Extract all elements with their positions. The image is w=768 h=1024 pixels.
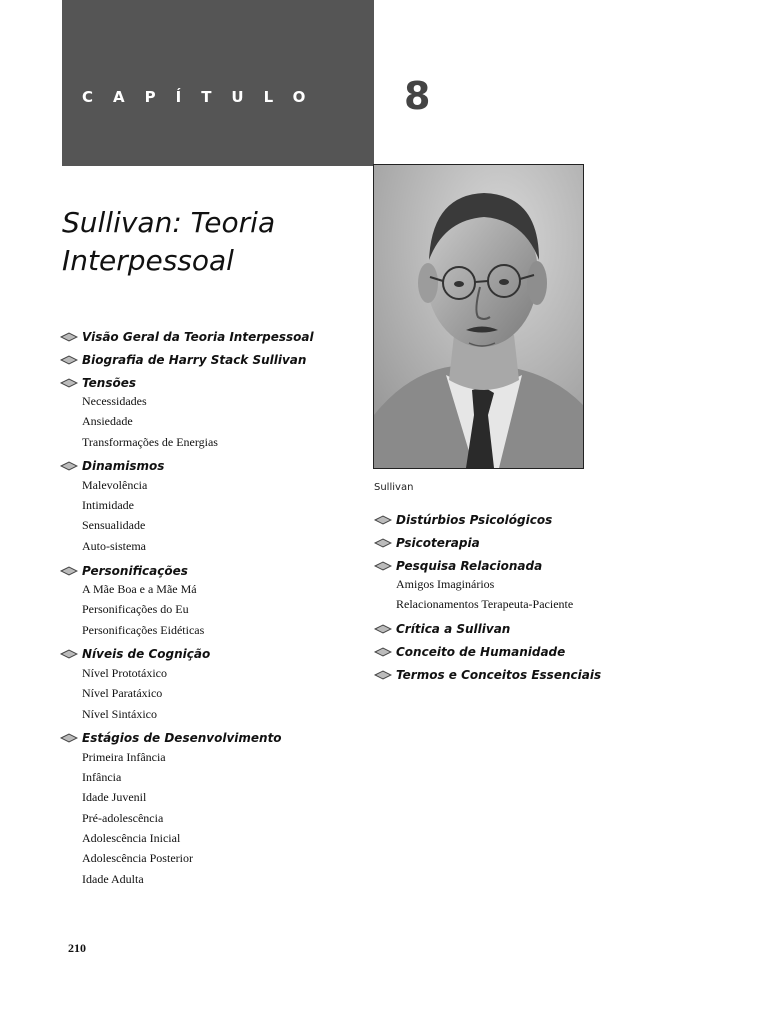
toc-subitem: Infância	[82, 770, 122, 785]
toc-subitem: Nível Sintáxico	[82, 706, 157, 721]
chapter-title-line-1: Sullivan: Teoria	[62, 206, 276, 239]
toc-heading	[374, 534, 674, 551]
toc-heading	[60, 374, 360, 391]
toc-heading	[374, 667, 674, 684]
diamond-bullet-icon	[60, 378, 78, 388]
toc-heading	[374, 557, 674, 574]
diamond-bullet-icon	[60, 733, 78, 743]
page-number: 210	[68, 941, 86, 955]
toc-heading	[60, 730, 360, 747]
toc-subitem: Necessidades	[82, 394, 147, 408]
toc-subitem: Primeira Infância	[82, 749, 166, 764]
toc-heading-text: Pesquisa Relacionada	[396, 558, 543, 573]
toc-subitem: Amigos Imaginários	[396, 577, 495, 591]
toc-subitem: Adolescência Inicial	[82, 831, 181, 846]
toc-heading	[60, 458, 360, 475]
toc-heading-text: Estágios de Desenvolvimento	[82, 731, 282, 746]
chapter-number: 8	[404, 74, 431, 118]
toc-heading-text: Dinamismos	[82, 459, 165, 474]
chapter-label: CAPÍTULO	[82, 88, 326, 106]
toc-subitems	[60, 663, 360, 724]
diamond-bullet-icon	[60, 355, 78, 365]
toc-heading	[60, 328, 360, 345]
toc-section	[374, 667, 674, 684]
toc-heading	[60, 562, 360, 579]
toc-subitems	[60, 475, 360, 556]
toc-subitem: Sensualidade	[82, 518, 146, 533]
toc-subitem: Ansiedade	[82, 414, 133, 429]
toc-section	[60, 562, 360, 640]
toc-subitem: Adolescência Posterior	[82, 851, 193, 866]
toc-heading-text: Níveis de Cognição	[82, 647, 211, 662]
toc-section	[60, 646, 360, 724]
toc-heading	[374, 511, 674, 528]
toc-subitem: Nível Paratáxico	[82, 686, 163, 701]
diamond-bullet-icon	[60, 566, 78, 576]
diamond-bullet-icon	[374, 561, 392, 571]
toc-section	[60, 351, 360, 368]
toc-subitems	[60, 391, 360, 452]
table-of-contents-right	[374, 511, 674, 690]
diamond-bullet-icon	[374, 624, 392, 634]
portrait-photo	[373, 164, 584, 469]
toc-subitem: Transformações de Energias	[82, 434, 218, 449]
diamond-bullet-icon	[374, 647, 392, 657]
photo-caption: Sullivan	[374, 482, 414, 493]
chapter-title-line-2: Interpessoal	[62, 244, 234, 277]
toc-subitem: Personificações Eidéticas	[82, 622, 205, 637]
toc-subitem: Malevolência	[82, 477, 148, 492]
diamond-bullet-icon	[60, 461, 78, 471]
toc-subitems	[60, 579, 360, 640]
toc-heading	[374, 621, 674, 638]
portrait-illustration	[374, 165, 583, 468]
diamond-bullet-icon	[374, 670, 392, 680]
toc-section	[374, 557, 674, 615]
toc-section	[60, 458, 360, 556]
toc-heading-text: Crítica a Sullivan	[396, 622, 511, 637]
toc-section	[60, 328, 360, 345]
toc-heading	[60, 646, 360, 663]
toc-heading-text: Termos e Conceitos Essenciais	[396, 668, 602, 683]
toc-section	[374, 534, 674, 551]
toc-section	[60, 730, 360, 889]
toc-heading-text: Biografia de Harry Stack Sullivan	[82, 352, 307, 367]
toc-section	[374, 621, 674, 638]
toc-section	[60, 374, 360, 452]
toc-subitems	[374, 574, 674, 615]
diamond-bullet-icon	[374, 538, 392, 548]
toc-subitem: Idade Juvenil	[82, 790, 147, 805]
toc-heading-text: Distúrbios Psicológicos	[396, 512, 553, 527]
diamond-bullet-icon	[60, 332, 78, 342]
toc-subitem: A Mãe Boa e a Mãe Má	[82, 582, 197, 597]
toc-subitem: Personificações do Eu	[82, 602, 189, 617]
toc-subitem: Pré-adolescência	[82, 810, 164, 825]
toc-section	[374, 511, 674, 528]
diamond-bullet-icon	[60, 649, 78, 659]
toc-heading-text: Tensões	[82, 375, 136, 390]
table-of-contents-left	[60, 328, 360, 895]
toc-subitem: Relacionamentos Terapeuta-Paciente	[396, 597, 574, 612]
toc-subitem: Intimidade	[82, 498, 134, 513]
chapter-title	[62, 204, 275, 280]
diamond-bullet-icon	[374, 515, 392, 525]
toc-heading-text: Personificações	[82, 563, 188, 578]
toc-heading	[374, 644, 674, 661]
toc-subitem: Auto-sistema	[82, 538, 146, 553]
toc-heading-text: Visão Geral da Teoria Interpessoal	[82, 329, 314, 344]
toc-section	[374, 644, 674, 661]
toc-subitem: Nível Prototáxico	[82, 665, 167, 680]
toc-heading	[60, 351, 360, 368]
toc-subitem: Idade Adulta	[82, 871, 144, 886]
toc-subitems	[60, 747, 360, 889]
toc-heading-text: Psicoterapia	[396, 535, 480, 550]
chapter-header-box	[62, 0, 374, 166]
toc-heading-text: Conceito de Humanidade	[396, 645, 566, 660]
